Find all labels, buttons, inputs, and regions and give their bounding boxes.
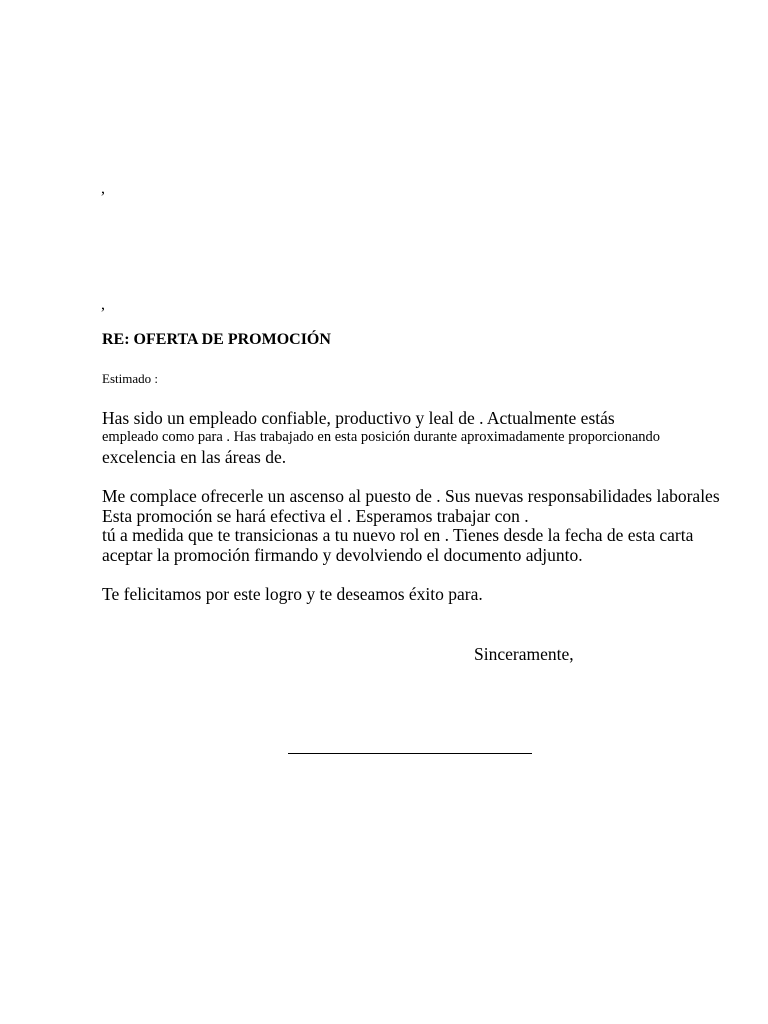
paragraph-line: excelencia en las áreas de.: [102, 447, 287, 467]
paragraph-line: Esta promoción se hará efectiva el . Esperamos trabajar con .: [102, 506, 529, 526]
date-line-comma: ,: [101, 296, 105, 313]
subject-line: RE: OFERTA DE PROMOCIÓN: [102, 331, 331, 348]
greeting: Estimado :: [102, 371, 158, 386]
address-line-comma: ,: [101, 180, 105, 197]
paragraph-line: tú a medida que te transicionas a tu nuevo rol en . Tienes desde la fecha de esta carta: [102, 525, 694, 545]
paragraph-line: aceptar la promoción firmando y devolviendo el documento adjunto.: [102, 545, 583, 565]
signature-line: [288, 753, 532, 754]
paragraph-line: Me complace ofrecerle un ascenso al puesto de . Sus nuevas responsabilidades laborales: [102, 486, 720, 506]
paragraph-line: empleado como para . Has trabajado en esta posición durante aproximadamente proporcionando: [102, 429, 661, 445]
paragraph-line: Te felicitamos por este logro y te deseamos éxito para.: [102, 584, 483, 604]
closing-salutation: Sinceramente,: [474, 644, 574, 664]
paragraph-line: Has sido un empleado confiable, productivo y leal de . Actualmente estás: [102, 408, 615, 428]
